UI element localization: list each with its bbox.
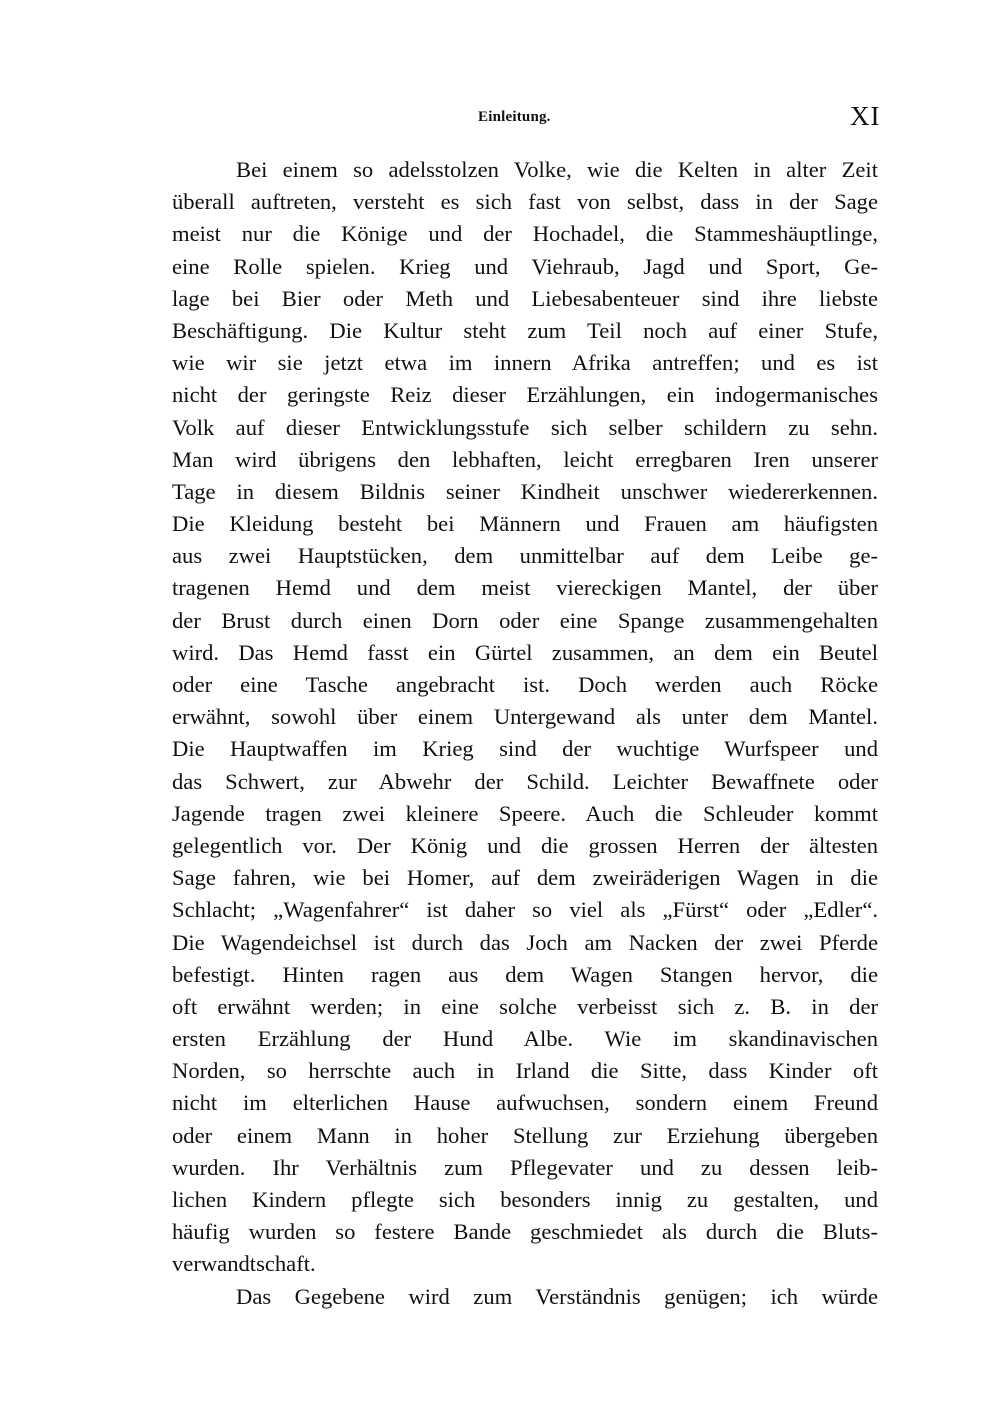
page-number: XI [850, 101, 881, 131]
text-line: Volk auf dieser Entwicklungsstufe sich selber schildern zu sehn. [172, 414, 878, 440]
text-line: verwandtschaft. [172, 1251, 316, 1277]
text-line: lage bei Bier oder Meth und Liebesabenteuer sind ihre liebste [172, 285, 878, 311]
text-line: nicht der geringste Reiz dieser Erzählungen, ein indogermanisches [172, 382, 878, 408]
text-line: Das Gegebene wird zum Verständnis genügen; ich würde [236, 1283, 878, 1309]
text-line: Die Wagendeichsel ist durch das Joch am Nacken der zwei Pferde [172, 929, 878, 955]
text-line: aus zwei Hauptstücken, dem unmittelbar auf dem Leibe ge- [172, 543, 878, 569]
text-line: überall auftreten, versteht es sich fast von selbst, dass in der Sage [172, 189, 878, 215]
running-head: Einleitung. [478, 109, 551, 125]
text-line: oft erwähnt werden; in eine solche verbeisst sich z. B. in der [172, 993, 878, 1019]
text-line: Beschäftigung. Die Kultur steht zum Teil noch auf einer Stufe, [172, 317, 878, 343]
text-line: Norden, so herrschte auch in Irland die Sitte, dass Kinder oft [172, 1058, 878, 1084]
text-line: ersten Erzählung der Hund Albe. Wie im skandinavischen [172, 1026, 878, 1052]
body-text [172, 154, 878, 1313]
text-line: Man wird übrigens den lebhaften, leicht erregbaren Iren unserer [172, 446, 878, 472]
text-line: das Schwert, zur Abwehr der Schild. Leichter Bewaffnete oder [172, 768, 878, 794]
text-line: oder einem Mann in hoher Stellung zur Erziehung übergeben [172, 1122, 878, 1148]
text-line: tragenen Hemd und dem meist viereckigen Mantel, der über [172, 575, 878, 601]
text-line: Bei einem so adelsstolzen Volke, wie die Kelten in alter Zeit [236, 157, 878, 182]
text-line: wie wir sie jetzt etwa im innern Afrika antreffen; und es ist [172, 350, 878, 376]
text-line: Tage in diesem Bildnis seiner Kindheit unschwer wiedererkennen. [172, 478, 878, 504]
text-line: wurden. Ihr Verhältnis zum Pflegevater und zu dessen leib- [172, 1154, 878, 1180]
text-line: meist nur die Könige und der Hochadel, die Stammeshäuptlinge, [172, 221, 878, 247]
text-line: lichen Kindern pflegte sich besonders innig zu gestalten, und [172, 1187, 878, 1212]
text-line: nicht im elterlichen Hause aufwuchsen, sondern einem Freund [172, 1090, 878, 1116]
text-line: Schlacht; „Wagenfahrer“ ist daher so viel als „Fürst“ oder „Edler“. [172, 897, 878, 923]
text-line: oder eine Tasche angebracht ist. Doch werden auch Röcke [172, 672, 878, 697]
text-line: der Brust durch einen Dorn oder eine Spange zusammengehalten [172, 607, 878, 633]
text-line: eine Rolle spielen. Krieg und Viehraub, Jagd und Sport, Ge- [172, 253, 878, 279]
text-line: erwähnt, sowohl über einem Untergewand als unter dem Mantel. [172, 704, 878, 730]
text-line: Sage fahren, wie bei Homer, auf dem zweiräderigen Wagen in die [172, 865, 878, 891]
text-line: wird. Das Hemd fasst ein Gürtel zusammen, an dem ein Beutel [172, 639, 878, 665]
text-line: befestigt. Hinten ragen aus dem Wagen Stangen hervor, die [172, 961, 878, 987]
text-line: Die Kleidung besteht bei Männern und Frauen am häufigsten [172, 511, 878, 537]
text-line: häufig wurden so festere Bande geschmiedet als durch die Bluts- [172, 1219, 878, 1245]
text-line: Die Hauptwaffen im Krieg sind der wuchtige Wurfspeer und [172, 736, 878, 762]
text-line: Jagende tragen zwei kleinere Speere. Auch die Schleuder kommt [172, 800, 878, 826]
text-line: gelegentlich vor. Der König und die grossen Herren der ältesten [172, 832, 878, 858]
